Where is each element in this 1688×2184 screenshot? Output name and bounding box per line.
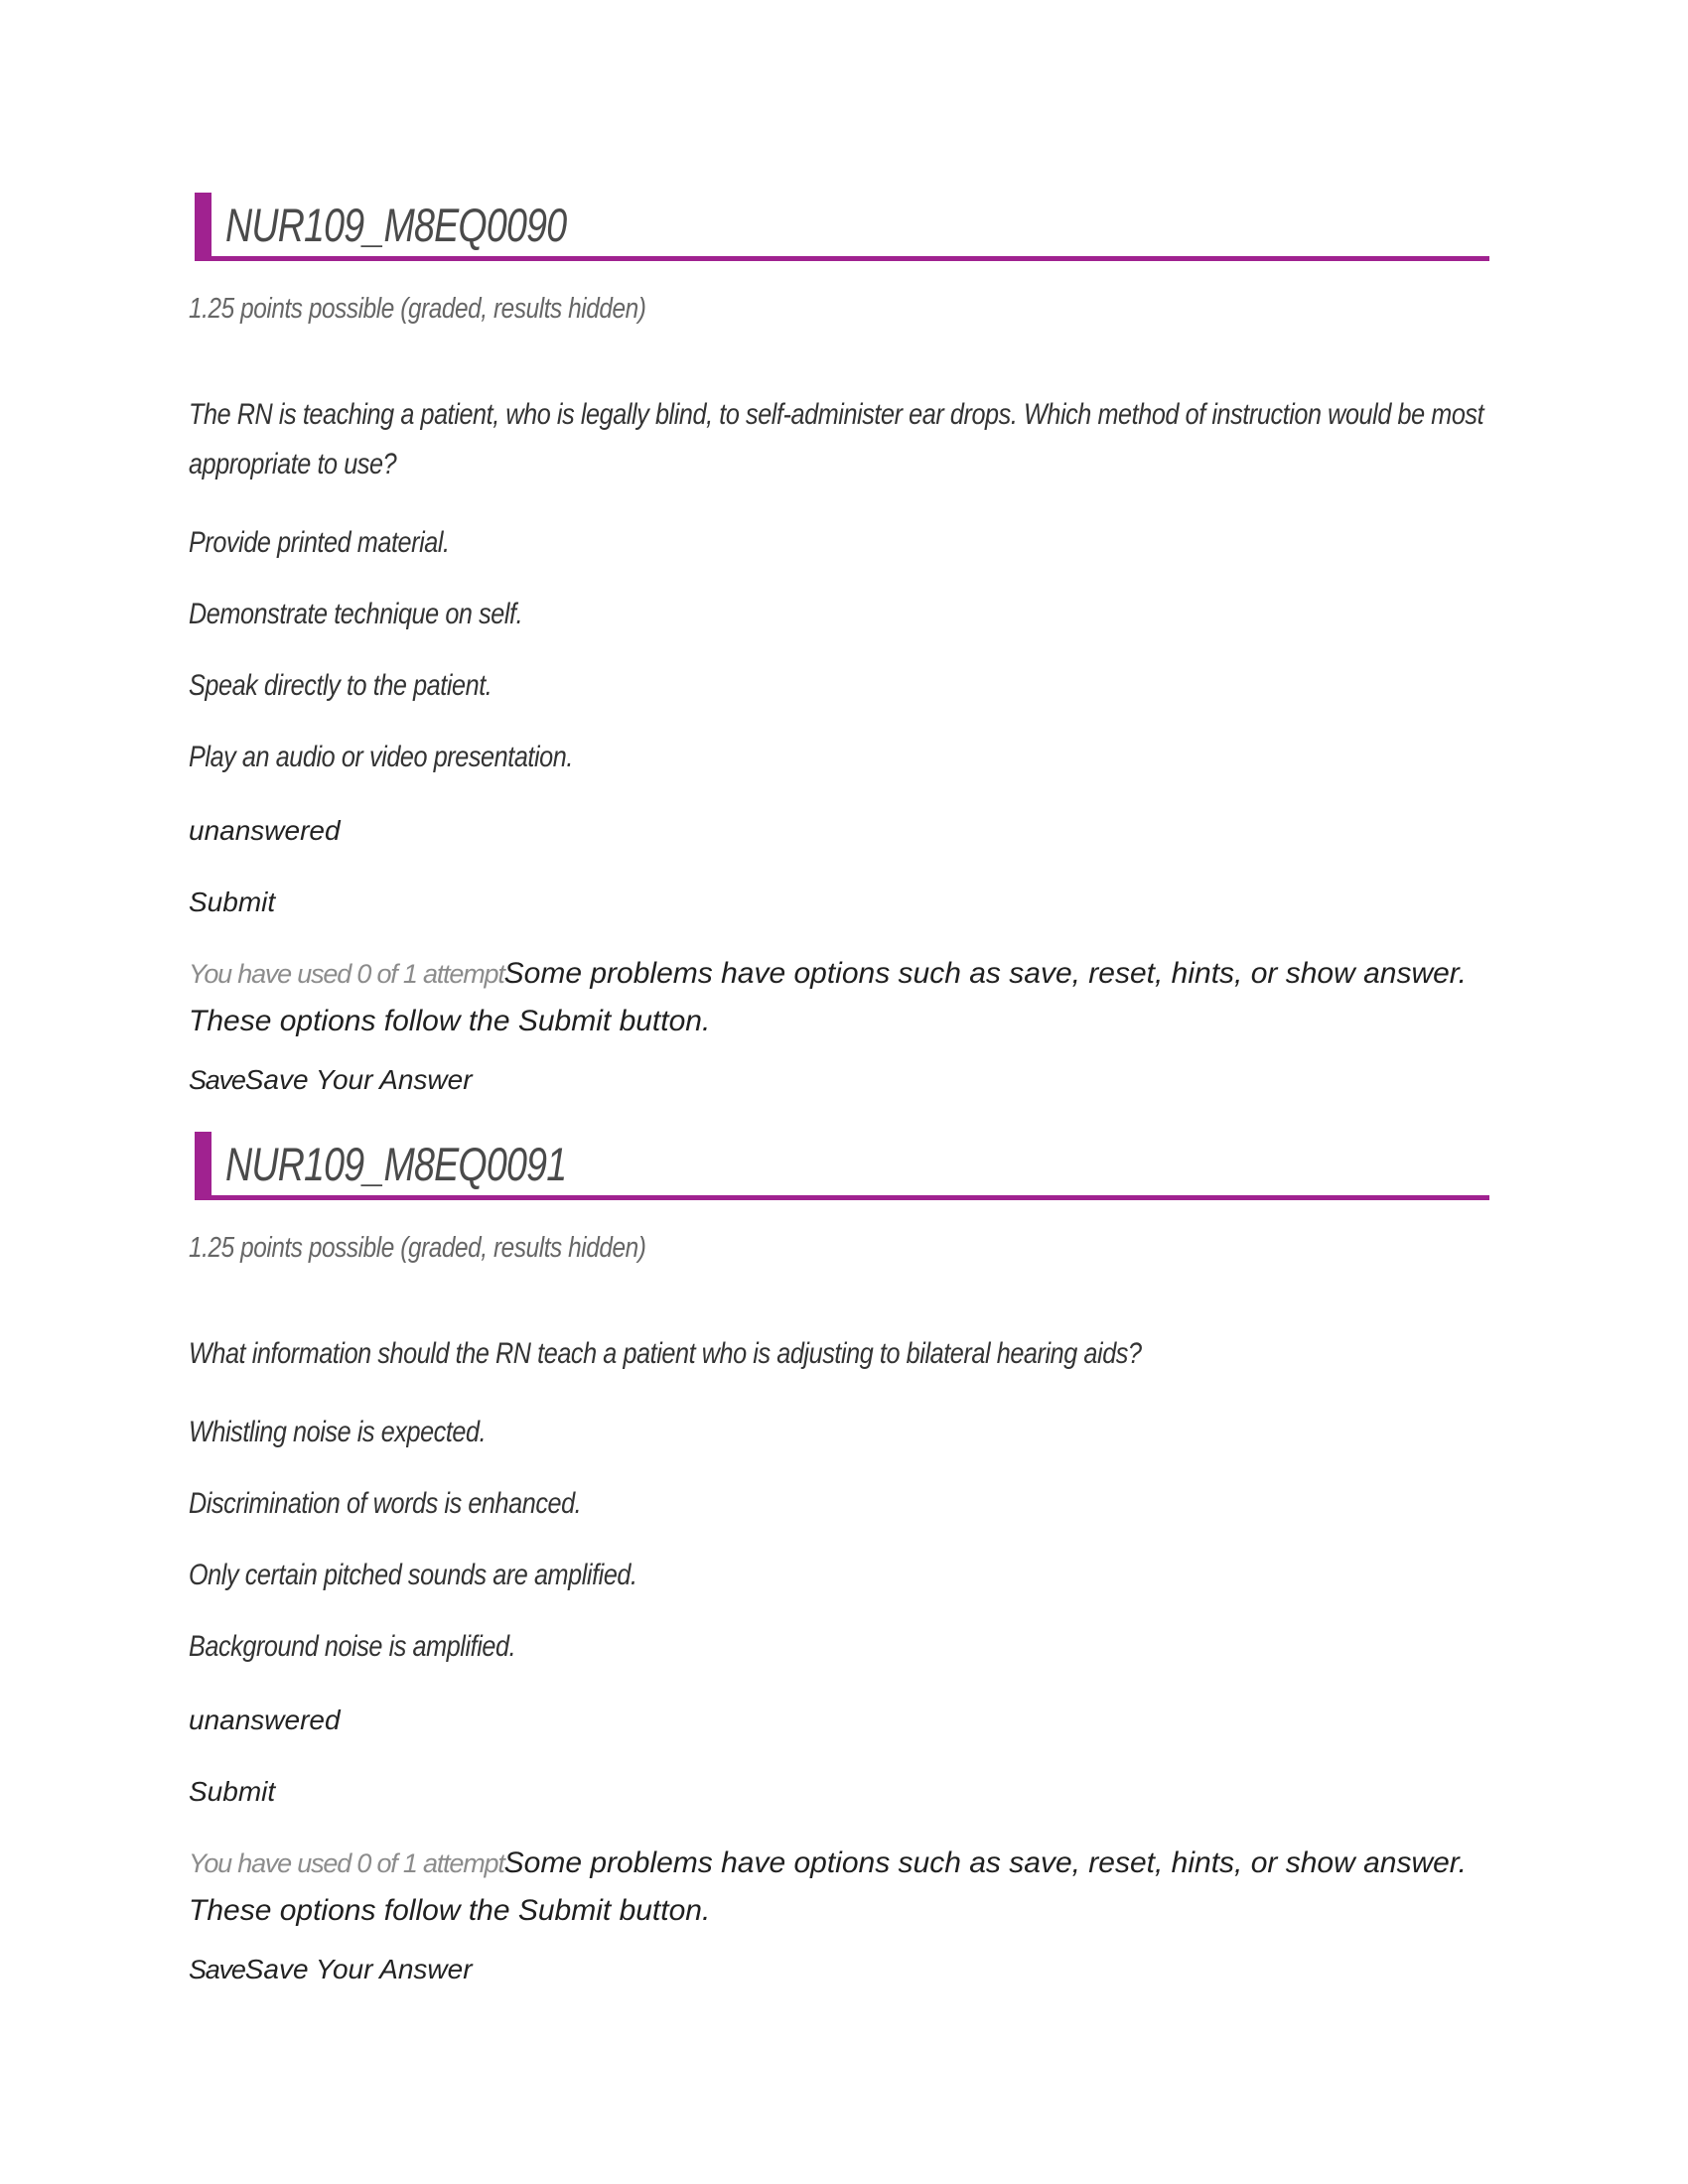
accent-bar [195,1132,211,1195]
attempt-row [189,1840,1509,1934]
attempts-used-text: You have used 0 of 1 attempt [189,1848,504,1878]
status-unanswered: unanswered [189,815,341,846]
submit-button[interactable]: Submit [189,1776,276,1807]
save-prefix[interactable]: Save [189,1955,245,1984]
accent-bar [195,193,211,256]
answer-option-2[interactable]: Demonstrate technique on self. [189,598,523,630]
question-block-1 [189,193,1529,1098]
save-row[interactable] [189,1062,1529,1098]
status-unanswered: unanswered [189,1705,341,1735]
attempts-used-text: You have used 0 of 1 attempt [189,959,504,989]
title-underline [195,1195,1489,1200]
question-text: The RN is teaching a patient, who is legally blind, to self-administer ear drops. Which method of instruction would be most appropriate to use? [189,398,1484,480]
question-title-row [195,193,1529,256]
notice-text: Some problems have options such as save, reset, hints, or show answer. These options follow the Submit button. [189,1846,1468,1927]
question-block-2 [189,1132,1529,1987]
submit-button[interactable]: Submit [189,887,276,917]
answer-option-2[interactable]: Discrimination of words is enhanced. [189,1487,582,1520]
save-prefix[interactable]: Save [189,1065,245,1095]
question-header [189,193,1529,261]
notice-text: Some problems have options such as save, reset, hints, or show answer. These options follow the Submit button. [189,957,1468,1037]
question-title-row [195,1132,1529,1195]
answer-option-1[interactable]: Whistling noise is expected. [189,1416,487,1448]
save-your-answer-link[interactable]: Save Your Answer [244,1954,473,1984]
save-row[interactable] [189,1952,1529,1987]
answer-option-4[interactable]: Background noise is amplified. [189,1630,516,1663]
question-title: NUR109_M8EQ0090 [225,199,567,251]
question-header [189,1132,1529,1200]
answer-option-4[interactable]: Play an audio or video presentation. [189,741,573,773]
question-text: What information should the RN teach a patient who is adjusting to bilateral hearing aids? [189,1337,1142,1370]
question-title: NUR109_M8EQ0091 [225,1138,567,1190]
answer-option-1[interactable]: Provide printed material. [189,526,450,559]
answer-option-3[interactable]: Speak directly to the patient. [189,669,492,702]
points-line: 1.25 points possible (graded, results hidden) [189,1232,646,1264]
title-underline [195,256,1489,261]
save-your-answer-link[interactable]: Save Your Answer [244,1064,473,1095]
points-line: 1.25 points possible (graded, results hidden) [189,293,646,325]
attempt-row [189,950,1509,1044]
answer-option-3[interactable]: Only certain pitched sounds are amplified. [189,1559,637,1591]
